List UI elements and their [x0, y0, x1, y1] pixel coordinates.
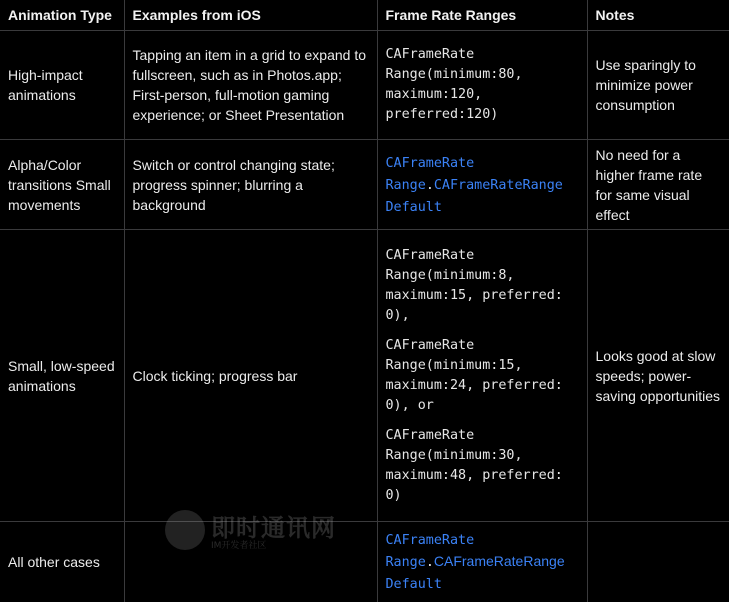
link-separator: .	[426, 178, 434, 193]
frame-rate-range-default-link[interactable]: CAFrameRateRange Default	[386, 178, 563, 215]
watermark-title: 即时通讯网	[211, 508, 336, 543]
cell-examples	[124, 522, 377, 602]
cell-notes: Use sparingly to minimize power consumption	[587, 31, 729, 140]
cell-animation-type: All other cases	[0, 522, 124, 602]
table-header-row	[0, 0, 729, 31]
link-separator: .	[426, 555, 434, 570]
column-header-notes: Notes	[587, 0, 729, 31]
cell-frame-rate-ranges	[377, 230, 587, 522]
cell-notes	[587, 522, 729, 602]
cell-notes: Looks good at slow speeds; power-saving opportunities	[587, 230, 729, 522]
table-row	[0, 522, 729, 602]
cell-examples: Clock ticking; progress bar	[124, 230, 377, 522]
table-row	[0, 140, 729, 230]
cell-frame-rate-ranges	[377, 31, 587, 140]
cell-animation-type: Small, low-speed animations	[0, 230, 124, 522]
frame-rate-code: CAFrameRate Range(minimum:8, maximum:15, preferred: 0),	[386, 246, 579, 326]
cell-examples: Switch or control changing state; progress spinner; blurring a background	[124, 140, 377, 230]
cell-frame-rate-ranges	[377, 140, 587, 230]
frame-rate-code: CAFrameRate Range(minimum:15, maximum:24, preferred: 0), or	[386, 336, 579, 416]
default-link[interactable]: Default	[386, 577, 442, 592]
frame-rate-range-default-link[interactable]: CAFrameRateRange	[434, 553, 565, 569]
column-header-frame-rate-ranges: Frame Rate Ranges	[377, 0, 587, 31]
frame-rate-range-link[interactable]: CAFrameRate Range	[386, 533, 475, 570]
frame-rate-range-link[interactable]: CAFrameRate Range	[386, 156, 475, 193]
table-row	[0, 230, 729, 522]
cell-examples: Tapping an item in a grid to expand to fullscreen, such as in Photos.app; First-person, full-motion gaming experience; or Sheet Presentation	[124, 31, 377, 140]
cell-animation-type: High-impact animations	[0, 31, 124, 140]
table-row	[0, 31, 729, 140]
column-header-examples: Examples from iOS	[124, 0, 377, 31]
cell-frame-rate-ranges	[377, 522, 587, 602]
frame-rate-code: CAFrameRate Range(minimum:30, maximum:48, preferred: 0)	[386, 426, 579, 506]
frame-rate-code: CAFrameRate Range(minimum:80, maximum:120, preferred:120)	[386, 45, 579, 125]
cell-animation-type: Alpha/Color transitions Small movements	[0, 140, 124, 230]
column-header-animation-type: Animation Type	[0, 0, 124, 31]
cell-notes: No need for a higher frame rate for same visual effect	[587, 140, 729, 230]
watermark-subtitle: IM开发者社区	[211, 538, 266, 551]
